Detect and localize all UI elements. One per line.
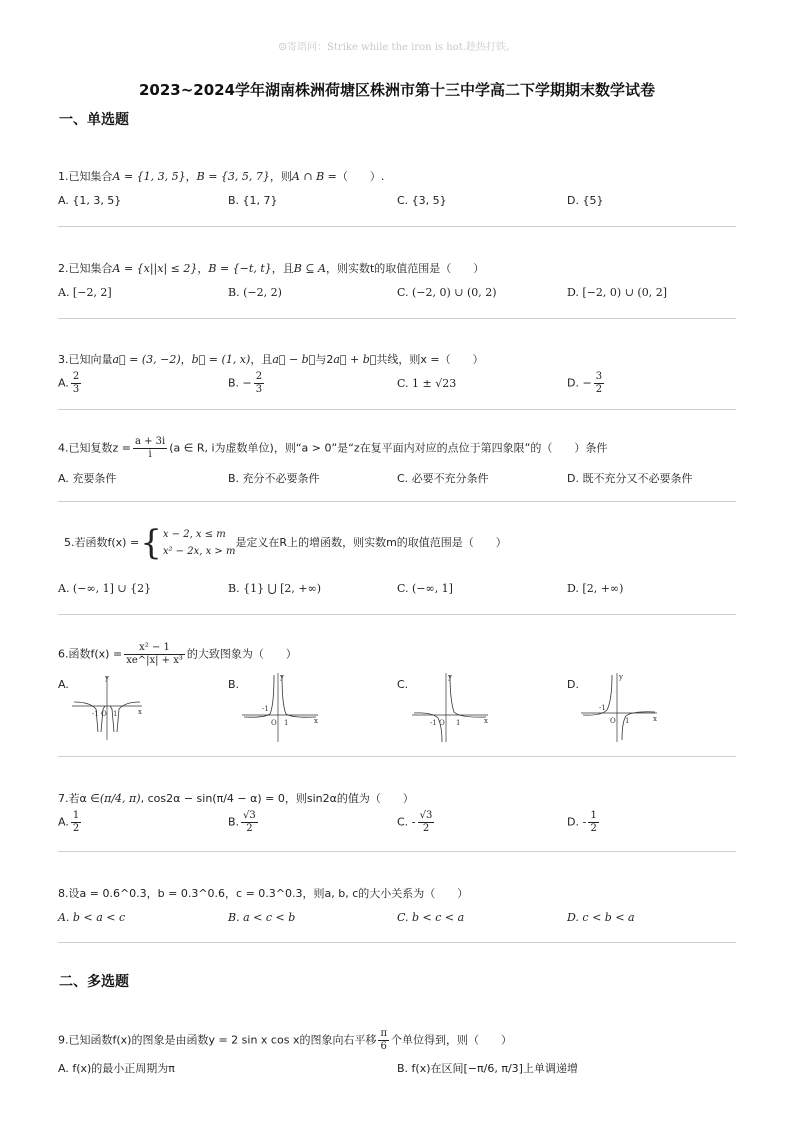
section-single-choice: 一、单选题 — [59, 112, 129, 128]
svg-text:O: O — [610, 717, 616, 725]
option-b[interactable]: B. − $\frac{2}{3}$ — [228, 371, 263, 395]
option-c[interactable]: C. — [397, 678, 409, 691]
brace-glyph: { — [140, 523, 162, 563]
svg-text:x: x — [484, 717, 488, 725]
option-d[interactable]: D. — [567, 678, 579, 691]
option-c[interactable]: C. 必要不充分条件 — [397, 472, 489, 485]
divider — [58, 851, 736, 852]
svg-text:y: y — [105, 674, 109, 682]
option-b[interactable]: B. $\frac{√3}{2}$ — [228, 810, 256, 834]
svg-text:O: O — [439, 719, 445, 727]
graph-option-b[interactable] — [240, 670, 322, 744]
option-a[interactable]: A. $\frac{1}{2}$ — [58, 810, 80, 834]
option-a[interactable]: A. b < a < c — [58, 911, 126, 924]
svg-text:y: y — [619, 673, 623, 681]
option-c[interactable]: C. (−2, 0) ∪ (0, 2) — [397, 286, 497, 299]
option-b[interactable]: B. — [228, 678, 240, 691]
question-stem: 7.若α ∈(π/4, π), cos2α − sin(π/4 − α) = 0，则sin2α的值为（ ） — [58, 792, 414, 805]
question-stem: 6.函数f(x) = $\frac{\text{x² − 1}}{\text{xe\textasciicircum{}|x| + x³}}$ 的大致图象为（ ） — [58, 642, 297, 666]
divider — [58, 318, 736, 319]
option-d[interactable]: D. {5} — [567, 194, 604, 207]
question-stem: 4.已知复数z = $\frac{a + 3i}{i}$ (a ∈ R, i为虚数单位)，则“a > 0”是“z在复平面内对应的点位于第四象限”的（ ）条件 — [58, 436, 608, 460]
svg-text:-1: -1 — [599, 704, 606, 712]
option-d[interactable]: D. 既不充分又不必要条件 — [567, 472, 693, 485]
svg-text:1: 1 — [284, 719, 289, 727]
section-multiple-choice: 二、多选题 — [59, 974, 129, 990]
option-b[interactable]: B. {1} ⋃ [2, +∞) — [228, 582, 322, 595]
svg-text:y: y — [448, 673, 452, 681]
option-d[interactable]: D. - $\frac{1}{2}$ — [567, 810, 597, 834]
option-c[interactable]: C. 1 ± √23 — [397, 377, 457, 390]
svg-text:x: x — [138, 708, 142, 716]
option-a[interactable]: A. (−∞, 1] ∪ {2} — [58, 582, 152, 595]
question-stem: 3.已知向量a⃗ = (3, −2)，b⃗ = (1, x)，且a⃗ − b⃗与2a⃗ + b⃗共线，则x =（ ） — [58, 353, 484, 366]
option-c[interactable]: C. b < c < a — [397, 911, 465, 924]
option-a[interactable]: A. f(x)的最小正周期为π — [58, 1062, 175, 1075]
svg-text:x: x — [653, 715, 657, 723]
svg-text:1: 1 — [456, 719, 461, 727]
graph-option-d[interactable] — [579, 670, 661, 744]
watermark: ☺寄语问：Strike while the iron is hot.趁热打铁。 — [278, 42, 516, 53]
divider — [58, 756, 736, 757]
question-stem: 8.设a = 0.6^0.3，b = 0.3^0.6，c = 0.3^0.3，则a, b, c的大小关系为（ ） — [58, 887, 469, 900]
option-b[interactable]: B. 充分不必要条件 — [228, 472, 320, 485]
option-b[interactable]: B. {1, 7} — [228, 194, 278, 207]
svg-text:y: y — [280, 673, 284, 681]
question-stem: 9.已知函数f(x)的图象是由函数y = 2 sin x cos x的图象向右平移 $\frac{\pi}{6}$ 个单位得到，则（ ） — [58, 1028, 513, 1052]
question-stem: 1.已知集合A = {1, 3, 5}，B = {3, 5, 7}，则A ∩ B =（ ）. — [58, 170, 385, 183]
svg-text:-1: -1 — [92, 710, 99, 718]
page-title: 2023~2024学年湖南株洲荷塘区株洲市第十三中学高二下学期期末数学试卷 — [138, 81, 656, 99]
option-d[interactable]: D. − $\frac{3}{2}$ — [567, 371, 603, 395]
question-stem: 2.已知集合A = {x||x| ≤ 2}，B = {−t, t}，且B ⊆ A，则实数t的取值范围是（ ） — [58, 262, 485, 275]
option-b[interactable]: B. (−2, 2) — [228, 286, 282, 299]
option-a[interactable]: A. {1, 3, 5} — [58, 194, 122, 207]
graph-option-a[interactable] — [70, 672, 148, 742]
divider — [58, 226, 736, 227]
option-d[interactable]: D. [−2, 0) ∪ (0, 2] — [567, 286, 667, 299]
svg-text:O: O — [271, 719, 277, 727]
option-c[interactable]: C. {3, 5} — [397, 194, 447, 207]
divider — [58, 614, 736, 615]
option-a[interactable]: A. [−2, 2] — [58, 286, 112, 299]
svg-text:1: 1 — [113, 710, 118, 718]
option-c[interactable]: C. (−∞, 1] — [397, 582, 453, 595]
question-stem: 5.若函数f(x) ={ x − 2, x ≤ m x² − 2x, x > m 是定义在R上的增函数，则实数m的取值范围是（ ） — [64, 523, 507, 563]
graph-option-c[interactable] — [410, 670, 492, 744]
option-a[interactable]: A. 充要条件 — [58, 472, 117, 485]
option-d[interactable]: D. c < b < a — [567, 911, 635, 924]
svg-text:-1: -1 — [430, 719, 437, 727]
option-b[interactable]: B. f(x)在区间[−π/6, π/3]上单调递增 — [397, 1062, 578, 1075]
divider — [58, 501, 736, 502]
svg-text:O: O — [101, 710, 107, 718]
option-d[interactable]: D. [2, +∞) — [567, 582, 624, 595]
svg-text:x: x — [314, 717, 318, 725]
divider — [58, 942, 736, 943]
svg-text:-1: -1 — [262, 705, 269, 713]
option-c[interactable]: C. - $\frac{√3}{2}$ — [397, 810, 433, 834]
option-b[interactable]: B. a < c < b — [228, 911, 296, 924]
option-a[interactable]: A. $\frac{2}{3}$ — [58, 371, 80, 395]
svg-text:1: 1 — [625, 717, 630, 725]
divider — [58, 409, 736, 410]
option-a[interactable]: A. — [58, 678, 69, 691]
